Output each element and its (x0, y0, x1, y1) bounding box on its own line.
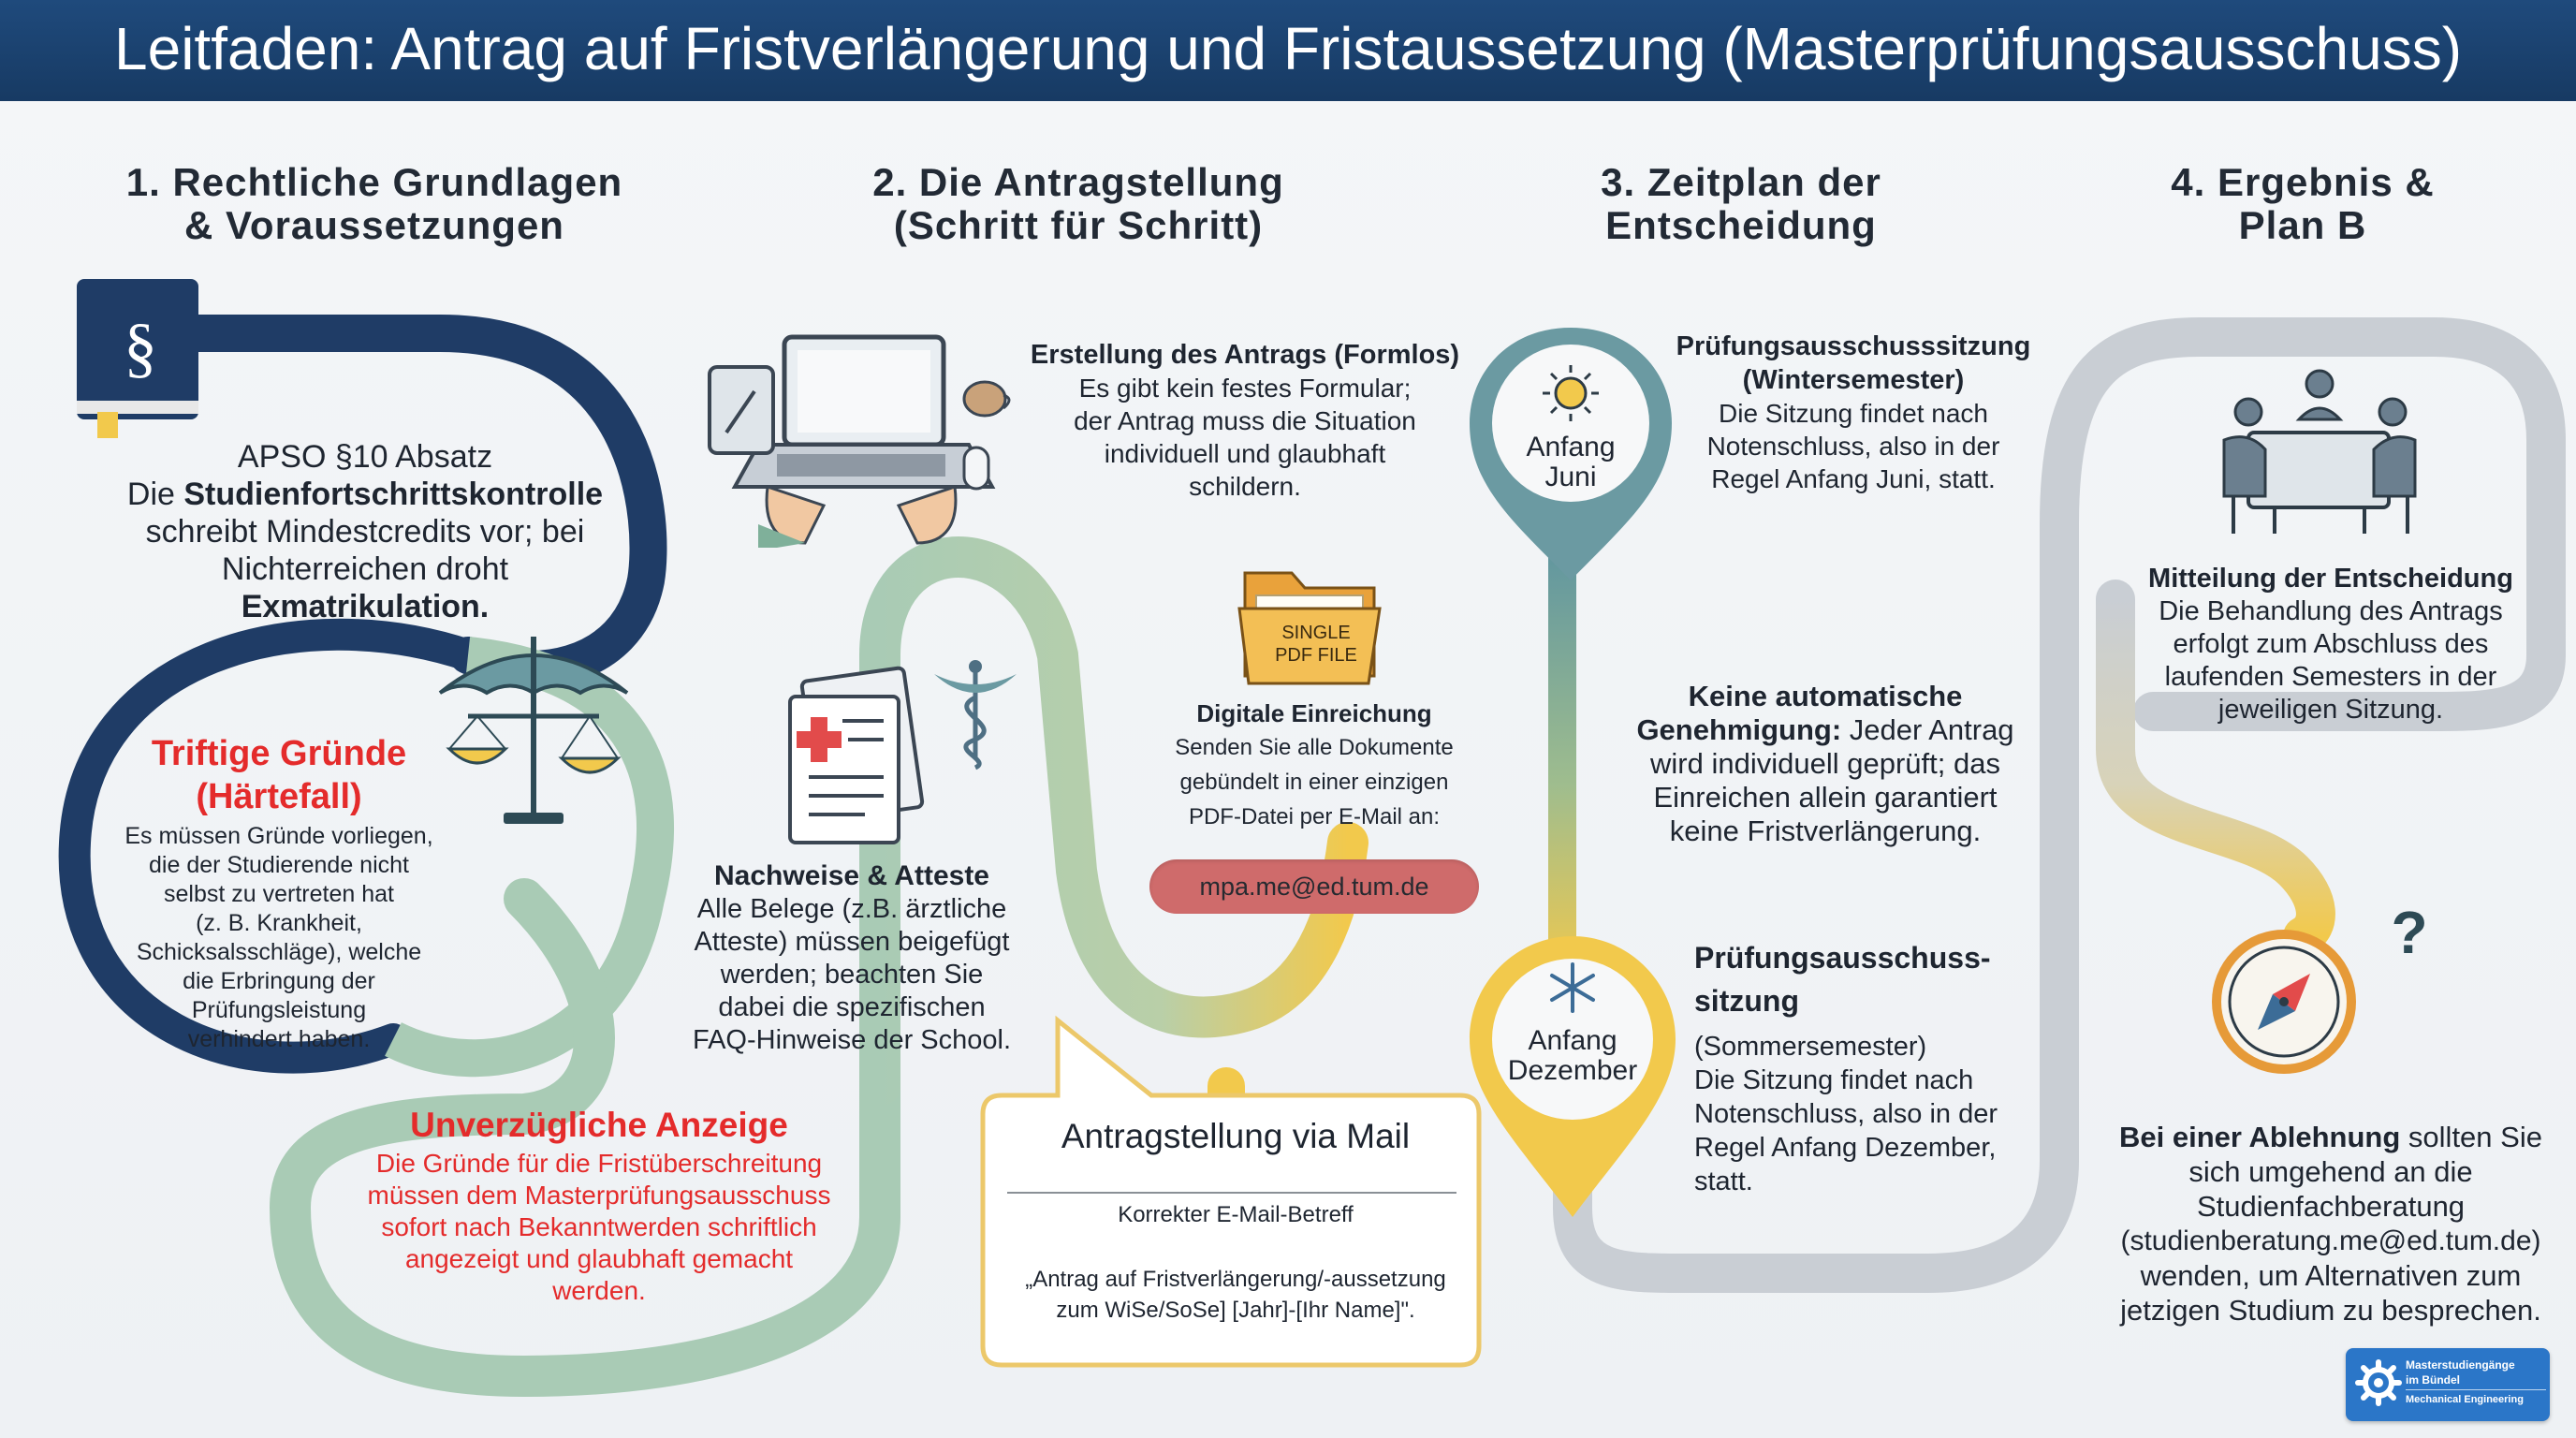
mitteilung-block (2115, 562, 2546, 726)
nachweise-line: werden; beachten Sie (720, 960, 984, 990)
mitteilung-line: Die Behandlung des Antrags (2159, 596, 2503, 626)
keine-title-2 (1610, 713, 2041, 747)
section1-heading-line2: & Voraussetzungen (184, 203, 564, 247)
erstellung-line: Es gibt kein festes Formular; (1078, 374, 1412, 403)
section4-heading (2115, 161, 2490, 247)
nachweise-title: Nachweise & Atteste (714, 860, 989, 891)
law-book-icon (77, 279, 198, 438)
ss-sitzung-line: Die Sitzung findet nach (1694, 1065, 1974, 1095)
apso-line4: Nichterreichen droht (221, 551, 509, 587)
nachweise-line: Atteste) müssen beigefügt (694, 927, 1010, 957)
erstellung-line: schildern. (1189, 472, 1301, 501)
ws-sitzung-line: Regel Anfang Juni, statt. (1711, 464, 1996, 493)
triftige-line: selbst zu vertreten hat (164, 881, 394, 907)
mail-box-line2: zum WiSe/SoSe] [Jahr]-[Ihr Name]". (1056, 1298, 1415, 1323)
svg-text:?: ? (2391, 899, 2428, 966)
ws-sitzung-title-2: (Wintersemester) (1742, 365, 1965, 395)
ss-sitzung-line: (Sommersemester) (1694, 1032, 1927, 1062)
ablehnung-line: sich umgehend an die (2188, 1155, 2473, 1188)
page-title: Leitfaden: Antrag auf Fristverlängerung und Fristaussetzung (Masterprüfungsausschuss) (114, 15, 2462, 82)
digital-block (1138, 697, 1490, 834)
anzeige-line: Die Gründe für die Fristüberschreitung (375, 1149, 823, 1178)
pin-dezember-line1: Anfang (1528, 1025, 1617, 1056)
triftige-title-2: (Härtefall) (196, 777, 362, 816)
keine-title-2-rest: Jeder Antrag (1841, 713, 2014, 746)
meeting-icon (2224, 371, 2415, 534)
section2-heading-line1: 2. Die Antragstellung (872, 160, 1284, 204)
anzeige-line: müssen dem Masterprüfungsausschuss (367, 1181, 831, 1210)
apso-line2-bold: Studienfortschrittskontrolle (183, 477, 604, 512)
keine-title-2-bold: Genehmigung: (1636, 713, 1842, 746)
triftige-line: die der Studierende nicht (149, 852, 409, 878)
email-link[interactable]: mpa.me@ed.tum.de (1149, 859, 1479, 914)
apso-line5: Exmatrikulation. (241, 589, 490, 624)
mitteilung-title: Mitteilung der Entscheidung (2148, 564, 2513, 594)
mitteilung-line: laufenden Semesters in der (2164, 662, 2497, 692)
ablehnung-first-bold: Bei einer Ablehnung (2119, 1121, 2401, 1153)
brand-logo (2346, 1348, 2550, 1421)
apso-block (37, 438, 693, 625)
mail-box-title: Antragstellung via Mail (1061, 1117, 1411, 1155)
keine-line: keine Fristverlängerung. (1669, 814, 1982, 847)
triftige-line: Prüfungsleistung (191, 997, 367, 1023)
digital-line: PDF-Datei per E-Mail an: (1188, 804, 1441, 829)
triftige-block (101, 732, 457, 1054)
anzeige-line: angezeigt und glaubhaft gemacht (404, 1244, 794, 1273)
mouse-icon (964, 448, 988, 489)
pin-juni-label (1486, 433, 1655, 492)
tablet-icon (710, 367, 773, 453)
ws-sitzung-block (1657, 330, 2050, 495)
ss-sitzung-title-1: Prüfungsausschuss- (1694, 941, 1991, 975)
nachweise-line: dabei die spezifischen (718, 992, 986, 1022)
ablehnung-first-rest: sollten Sie (2400, 1121, 2542, 1153)
ws-sitzung-title-1: Prüfungsausschusssitzung (1676, 331, 2031, 361)
brand-line1: Masterstudiengänge (2406, 1358, 2515, 1372)
section1-heading (94, 161, 655, 247)
pin-juni-line1: Anfang (1526, 432, 1616, 462)
section4-heading-line1: 4. Ergebnis & (2171, 160, 2435, 204)
erstellung-block (1002, 339, 1488, 503)
ss-sitzung-line: Regel Anfang Dezember, (1694, 1133, 1997, 1163)
apso-line1: APSO §10 Absatz (237, 439, 493, 475)
path-section3 (1548, 543, 1576, 983)
caduceus-icon (934, 660, 1017, 768)
triftige-line: Es müssen Gründe vorliegen, (124, 823, 433, 849)
keine-line: wird individuell geprüft; das (1650, 747, 2000, 780)
ss-sitzung-title-2: sitzung (1694, 984, 1799, 1018)
nachweise-line: Alle Belege (z.B. ärztliche (696, 894, 1007, 924)
mail-box-body (992, 1264, 1479, 1326)
erstellung-title: Erstellung des Antrags (Formlos) (1030, 340, 1460, 370)
brand-line2: im Bündel (2406, 1373, 2461, 1387)
brand-text (2406, 1357, 2546, 1407)
keine-block (1610, 680, 2041, 848)
section4-heading-line2: Plan B (2238, 203, 2367, 247)
section1-heading-line1: 1. Rechtliche Grundlagen (125, 160, 623, 204)
digital-title: Digitale Einreichung (1196, 699, 1432, 727)
ablehnung-line: wenden, um Alternativen zum (2140, 1259, 2522, 1292)
gear-icon (2355, 1359, 2402, 1406)
question-icon (2391, 899, 2427, 966)
ablehnung-first (2097, 1120, 2565, 1154)
erstellung-line: individuell und glaubhaft (1104, 439, 1386, 468)
folder-label-1: SINGLE (1281, 623, 1351, 643)
digital-line: gebündelt in einer einzigen (1179, 770, 1449, 795)
ablehnung-line: Studienfachberatung (2196, 1190, 2466, 1223)
triftige-line: (z. B. Krankheit, (196, 910, 362, 936)
anzeige-line: sofort nach Bekanntwerden schriftlich (381, 1212, 817, 1241)
mitteilung-line: jeweiligen Sitzung. (2217, 695, 2444, 725)
ss-sitzung-line: statt. (1694, 1167, 1753, 1196)
section3-heading (1460, 161, 2022, 247)
anzeige-line: werden. (552, 1276, 646, 1305)
erstellung-line: der Antrag muss die Situation (1074, 406, 1416, 435)
documents-icon (790, 668, 923, 843)
ss-sitzung-block (1694, 936, 2050, 1198)
section2-heading-line2: (Schritt für Schritt) (893, 203, 1264, 247)
section2-heading (798, 161, 1359, 247)
mail-box-subtitle: Korrekter E-Mail-Betreff (1118, 1202, 1354, 1227)
svg-text:§: § (124, 310, 157, 385)
compass-icon (2217, 934, 2351, 1069)
ss-sitzung-line: Notenschluss, also in der (1694, 1099, 1998, 1129)
anzeige-title: Unverzügliche Anzeige (410, 1106, 788, 1144)
ablehnung-email: (studienberatung.me@ed.tum.de) (2120, 1225, 2541, 1256)
brand-line3: Mechanical Engineering (2406, 1389, 2546, 1407)
mail-box-line1: „Antrag auf Fristverlängerung/-aussetzung (1025, 1267, 1446, 1292)
triftige-line: verhindert haben. (187, 1026, 371, 1052)
folder-icon (1239, 573, 1380, 683)
folder-label-2: PDF FILE (1275, 645, 1357, 666)
ws-sitzung-line: Die Sitzung findet nach (1719, 399, 1988, 428)
triftige-line: Schicksalsschläge), welche (136, 939, 422, 965)
pin-dezember-line2: Dezember (1507, 1055, 1638, 1086)
pin-dezember-label (1479, 1026, 1666, 1086)
apso-line2-pre: Die (126, 477, 184, 512)
section3-heading-line2: Entscheidung (1605, 203, 1877, 247)
ablehnung-line: jetzigen Studium zu besprechen. (2120, 1294, 2541, 1327)
nachweise-line: FAQ-Hinweise der School. (692, 1025, 1012, 1055)
section3-heading-line1: 3. Zeitplan der (1601, 160, 1881, 204)
ws-sitzung-line: Notenschluss, also in der (1706, 432, 2000, 461)
apso-line3: schreibt Mindestcredits vor; bei (145, 514, 585, 550)
pin-juni-line2: Juni (1544, 462, 1597, 492)
ablehnung-block (2097, 1120, 2565, 1328)
triftige-line: die Erbringung der (183, 968, 375, 994)
digital-line: Senden Sie alle Dokumente (1175, 735, 1454, 760)
triftige-title-1: Triftige Gründe (151, 734, 407, 773)
mitteilung-line: erfolgt zum Abschluss des (2173, 629, 2489, 659)
anzeige-block (337, 1103, 861, 1307)
keine-line: Einreichen allein garantiert (1653, 781, 1998, 814)
keine-title-1: Keine automatische (1688, 680, 1963, 712)
apso-line2 (37, 476, 693, 513)
